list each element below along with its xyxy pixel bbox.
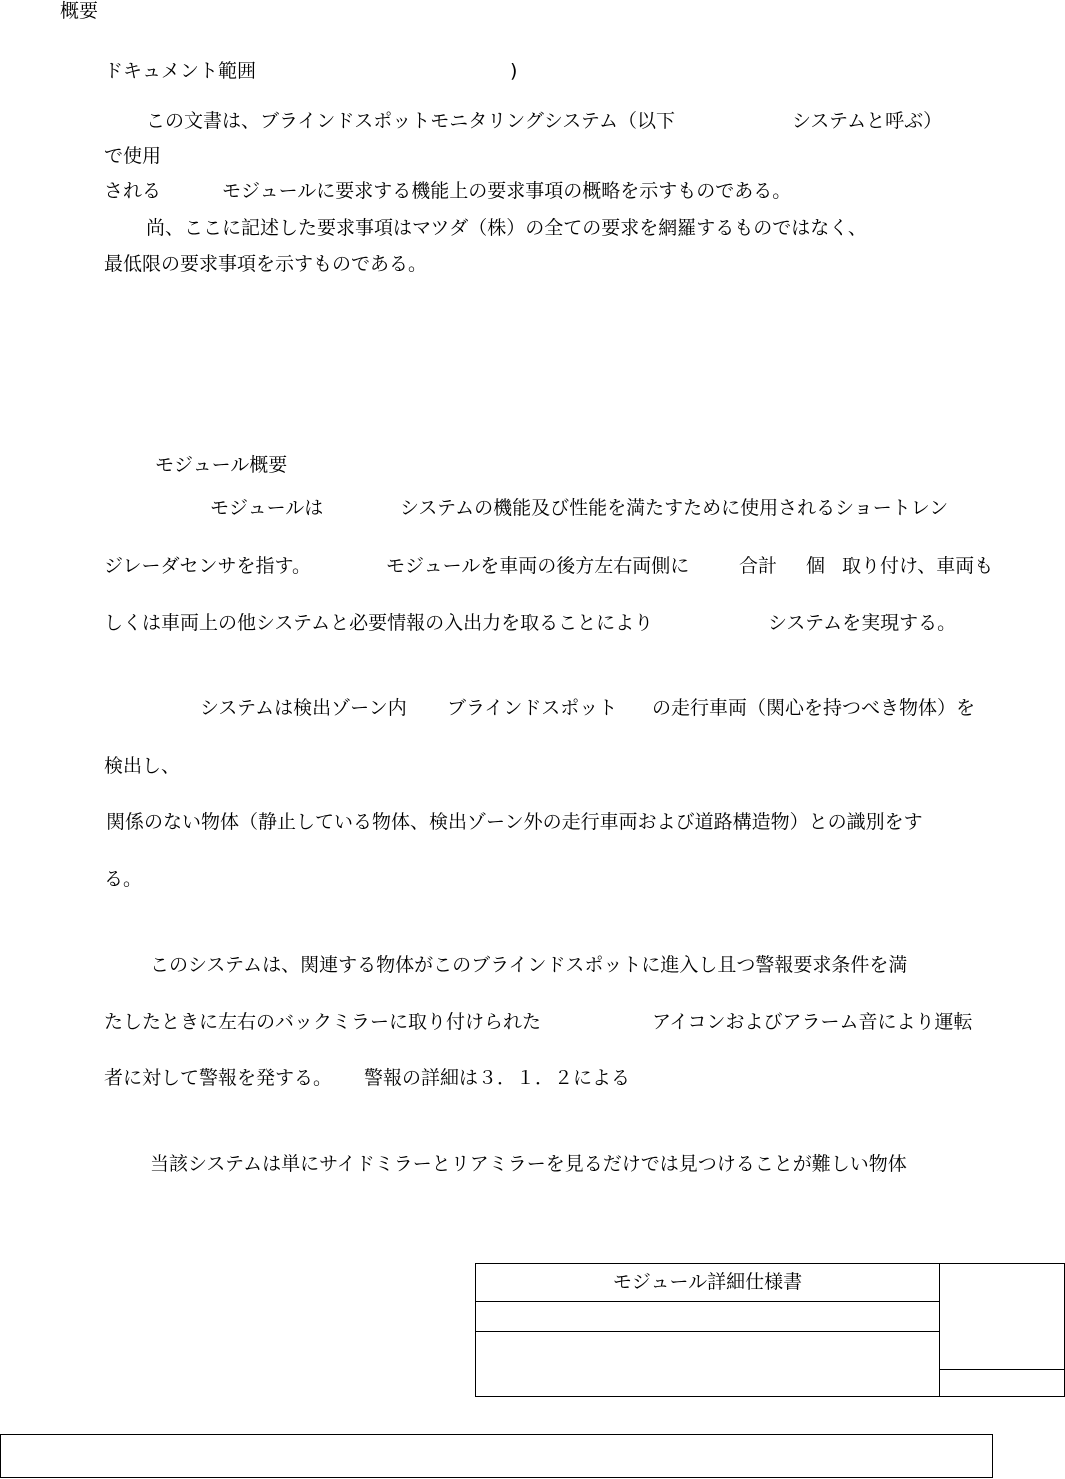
footer-frame (0, 1434, 993, 1478)
module-p2-l1b: ブラインドスポット (447, 697, 618, 719)
module-heading: モジュール概要 (155, 454, 288, 476)
module-p1-l2c: 合計 (739, 555, 778, 577)
module-p3-l3a: 者に対して警報を発する。 (104, 1067, 333, 1089)
module-p1-l1a: モジュールは (210, 497, 324, 519)
section-title: 概要 (60, 0, 99, 22)
module-p1-l2d: 個 (806, 555, 826, 577)
scope-p1-line3a: される (104, 180, 162, 202)
title-block (475, 1263, 1065, 1397)
module-p1-l2a: ジレーダセンサを指す。 (104, 555, 312, 577)
module-p2-l1c: の走行車両（関心を持つべき物体）を (652, 697, 976, 719)
title-block-title: モジュール詳細仕様書 (612, 1271, 803, 1293)
module-p1-l2b: モジュールを車両の後方左右両側に (386, 555, 690, 577)
scope-p1-line3b: モジュールに要求する機能上の要求事項の概略を示すものである。 (222, 180, 792, 202)
module-p3-l2b: アイコンおよびアラーム音により運転 (652, 1011, 973, 1033)
title-block-row-line-2 (476, 1331, 939, 1332)
module-p2-l4: る。 (104, 868, 143, 890)
scope-p2-line1: 尚、ここに記述した要求事項はマツダ（株）の全ての要求を網羅するものではなく、 (146, 217, 867, 239)
module-p1-l2e: 取り付け、車両も (842, 555, 994, 577)
module-p1-l1b: システムの機能及び性能を満たすために使用されるショートレン (400, 497, 949, 519)
title-block-row-line-1 (476, 1301, 939, 1302)
scope-p1-line1: この文書は、ブラインドスポットモニタリングシステム（以下 (146, 110, 675, 132)
module-p4-l1: 当該システムは単にサイドミラーとリアミラーを見るだけでは見つけることが難しい物体 (150, 1153, 907, 1175)
scope-p1-line2: で使用 (104, 145, 162, 167)
module-p2-l2: 検出し、 (104, 755, 181, 777)
scope-p1-line1b: システムと呼ぶ） (792, 110, 943, 132)
module-p1-l3a: しくは車両上の他システムと必要情報の入出力を取ることにより (104, 612, 654, 634)
scope-heading-paren: ) (510, 60, 518, 82)
scope-heading: ドキュメント範囲 (104, 60, 257, 82)
title-block-right-row-line (939, 1369, 1064, 1370)
module-p2-l1a: システムは検出ゾーン内 (200, 697, 407, 719)
module-p3-l1: このシステムは、関連する物体がこのブラインドスポットに進入し且つ警報要求条件を満 (150, 954, 908, 976)
module-p3-l3b: 警報の詳細は３．１．２による (364, 1067, 631, 1089)
module-p3-l2a: たしたときに左右のバックミラーに取り付けられた (104, 1011, 542, 1033)
module-p1-l3b: システムを実現する。 (768, 612, 957, 634)
scope-p2-line2: 最低限の要求事項を示すものである。 (104, 253, 428, 275)
module-p2-l3: 関係のない物体（静止している物体、検出ゾーン外の走行車両および道路構造物）との識別をす (106, 811, 923, 833)
title-block-divider-vertical (939, 1264, 940, 1396)
